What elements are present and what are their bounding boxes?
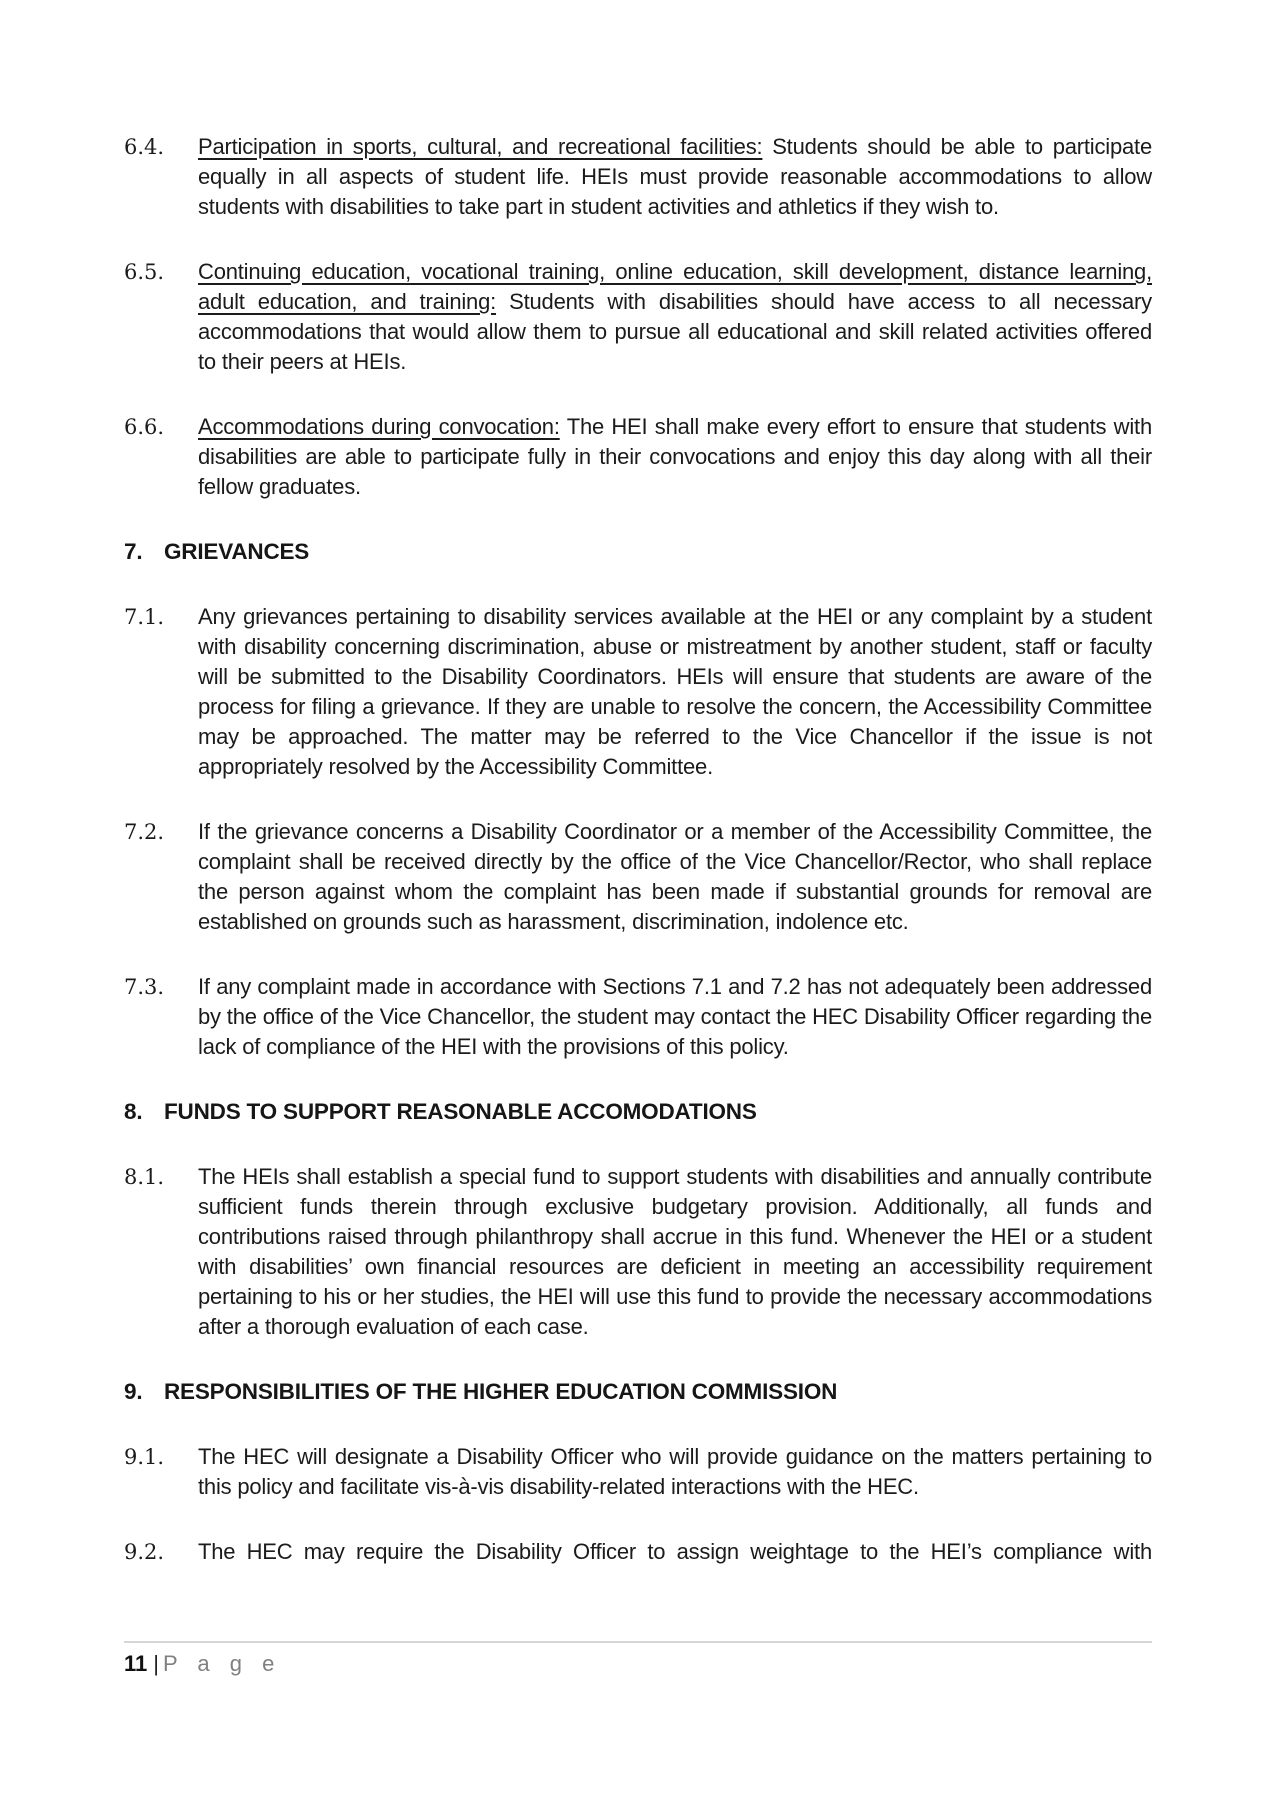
item-text: The HEC may require the Disability Officer to assign weightage to the HEI’s compliance with: [198, 1539, 1152, 1564]
item-paragraph: [198, 412, 1152, 502]
item-paragraph: [198, 257, 1152, 377]
item-text: Students should be able to participate equally in all aspects of student life. HEIs must provide reasonable accommodations to allow students with disabilities to take part in student activities and athletics if they wish to.: [198, 134, 1152, 219]
item-lead-underlined: Participation in sports, cultural, and recreational facilities:: [198, 134, 763, 159]
item-paragraph: [198, 817, 1152, 937]
item-text: The HEI shall make every effort to ensure that students with disabilities are able to participate fully in their convocations and enjoy this day along with all their fellow graduates.: [198, 414, 1153, 499]
item-paragraph: [198, 1162, 1152, 1342]
item-number: 7.1.: [124, 605, 165, 629]
item-text: Students with disabilities should have access to all necessary accommodations that would allow them to pursue all educational and skill related activities offered to their peers at HEIs.: [198, 289, 1152, 374]
item-number: 7.2.: [124, 820, 165, 844]
section-item-6-4: [124, 132, 1152, 222]
item-paragraph: [198, 1537, 1152, 1567]
section-item-7-3: [124, 972, 1152, 1062]
item-text: If any complaint made in accordance with Sections 7.1 and 7.2 has not adequately been addressed by the office of the Vice Chancellor, the student may contact the HEC Disability Officer regarding the lack of compliance of the HEI with the provisions of this policy.: [198, 974, 1152, 1059]
heading-title: RESPONSIBILITIES OF THE HIGHER EDUCATION COMMISSION: [164, 1379, 838, 1404]
section-item-7-2: [124, 817, 1152, 937]
item-number: 9.2.: [124, 1540, 165, 1564]
item-paragraph: [198, 602, 1152, 782]
item-text: Any grievances pertaining to disability services available at the HEI or any complaint by a student with disability concerning discrimination, abuse or mistreatment by another student, staff or faculty will be submitted to the Disability Coordinators. HEIs will ensure that students are aware of the process for filing a grievance. If they are unable to resolve the concern, the Accessibility Committee may be approached. The matter may be referred to the Vice Chancellor if the issue is not appropriately resolved by the Accessibility Committee.: [198, 604, 1152, 779]
item-lead-underlined: Accommodations during convocation:: [198, 414, 560, 439]
section-item-6-5: [124, 257, 1152, 377]
item-number: 6.4.: [124, 135, 165, 159]
section-item-9-1: [124, 1442, 1152, 1502]
heading-title: FUNDS TO SUPPORT REASONABLE ACCOMODATIONS: [164, 1099, 757, 1124]
footer-page-label: P a g e: [162, 1651, 282, 1676]
section-item-9-2: [124, 1537, 1152, 1567]
item-number: 9.1.: [124, 1445, 165, 1469]
heading-title: GRIEVANCES: [164, 539, 310, 564]
item-number: 6.5.: [124, 260, 165, 284]
section-item-8-1: [124, 1162, 1152, 1342]
section-heading-grievances: [124, 537, 1152, 567]
heading-number: 8.: [124, 1099, 143, 1124]
heading-number: 7.: [124, 539, 143, 564]
page-footer: [124, 1641, 1152, 1678]
item-number: 7.3.: [124, 975, 165, 999]
item-text: The HEIs shall establish a special fund to support students with disabilities and annually contribute sufficient funds therein through exclusive budgetary provision. Additionally, all funds and contributions raised through philanthropy shall accrue in this fund. Whenever the HEI or a student with disabilities’ own financial resources are deficient in meeting an accessibility requirement pertaining to his or her studies, the HEI will use this fund to provide the necessary accommodations after a thorough evaluation of each case.: [198, 1164, 1152, 1339]
item-lead-underlined: Continuing education, vocational training, online education, skill development, distance learning, adult education, and training:: [198, 259, 1152, 314]
section-heading-funds: [124, 1097, 1152, 1127]
section-item-6-6: [124, 412, 1152, 502]
item-number: 8.1.: [124, 1165, 165, 1189]
item-paragraph: [198, 972, 1152, 1062]
section-item-7-1: [124, 602, 1152, 782]
item-text: The HEC will designate a Disability Officer who will provide guidance on the matters pertaining to this policy and facilitate vis-à-vis disability-related interactions with the HEC.: [198, 1444, 1152, 1499]
heading-number: 9.: [124, 1379, 143, 1404]
item-paragraph: [198, 132, 1152, 222]
item-text: If the grievance concerns a Disability Coordinator or a member of the Accessibility Committee, the complaint shall be received directly by the office of the Vice Chancellor/Rector, who shall replace the person against whom the complaint has been made if substantial grounds for removal are established on grounds such as harassment, discrimination, indolence etc.: [198, 819, 1152, 934]
item-paragraph: [198, 1442, 1152, 1502]
item-number: 6.6.: [124, 415, 165, 439]
document-content: [124, 132, 1152, 1602]
footer-separator: |: [153, 1651, 159, 1676]
section-heading-responsibilities: [124, 1377, 1152, 1407]
footer-page-number: 11: [124, 1651, 148, 1676]
